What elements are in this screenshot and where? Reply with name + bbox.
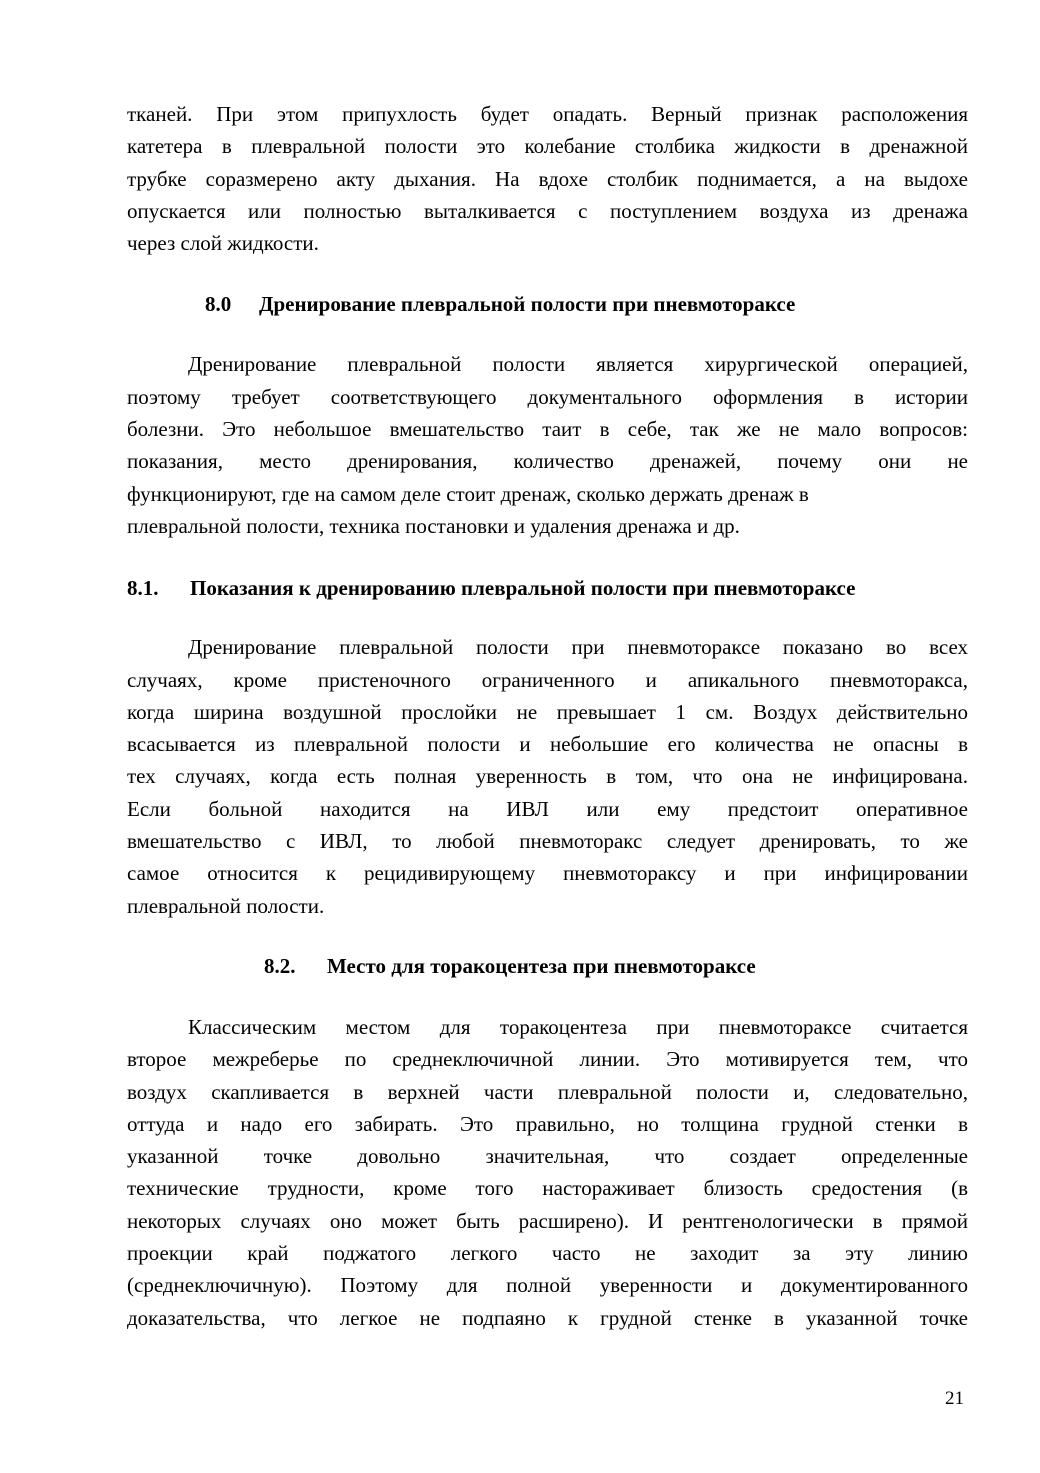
section-8-0-paragraph: [127, 348, 968, 542]
text-line: функционируют, где на самом деле стоит дренаж, сколько держать дренаж в: [127, 481, 809, 506]
text-line: случаях, кроме пристеночного ограниченного и апикального пневмоторакса,: [127, 667, 968, 692]
text-line: Дренирование плевральной полости при пневмотораксе показано во всех: [188, 635, 968, 660]
text-line: плевральной полости, техника постановки и удаления дренажа и др.: [127, 513, 740, 538]
text-line: плевральной полости.: [127, 893, 325, 918]
section-heading-8-1: [127, 572, 968, 604]
text-line: тканей. При этом припухлость будет опадать. Верный признак расположения: [127, 102, 968, 126]
text-line: трубке соразмерено акту дыхания. На вдохе столбик поднимается, а на выдохе: [127, 166, 968, 191]
text-line: проекции край поджатого легкого часто не заходит за эту линию: [127, 1241, 968, 1266]
document-page: [127, 98, 968, 1334]
section-title: Показания к дренированию плевральной полости при пневмотораксе: [190, 576, 856, 601]
section-8-2-paragraph: [127, 1011, 968, 1334]
section-heading-8-0: [127, 288, 968, 320]
text-line: поэтому требует соответствующего документального оформления в истории: [127, 384, 968, 409]
text-line: катетера в плевральной полости это колебание столбика жидкости в дренажной: [127, 134, 968, 159]
text-line: технические трудности, кроме того настораживает близость средостения (в: [127, 1176, 968, 1201]
section-number: 8.2.: [264, 953, 296, 978]
text-line: болезни. Это небольшое вмешательство таит в себе, так же не мало вопросов:: [127, 417, 968, 442]
intro-paragraph: [127, 98, 968, 259]
section-number: 8.0: [205, 292, 232, 317]
text-line: некоторых случаях оно может быть расширено). И рентгенологически в прямой: [127, 1208, 968, 1233]
text-line: оттуда и надо его забирать. Это правильно, но толщина грудной стенки в: [127, 1111, 968, 1136]
page-number: 21: [945, 1388, 964, 1409]
text-line: указанной точке довольно значительная, что создает определенные: [127, 1144, 968, 1169]
text-line: тех случаях, когда есть полная уверенность в том, что она не инфицирована.: [127, 764, 968, 789]
text-line: второе межреберье по среднеключичной линии. Это мотивируется тем, что: [127, 1047, 968, 1072]
text-line: всасывается из плевральной полости и небольшие его количества не опасны в: [127, 732, 968, 757]
section-heading-8-2: [127, 950, 968, 982]
text-line: Если больной находится на ИВЛ или ему предстоит оперативное: [127, 796, 968, 821]
section-number: 8.1.: [127, 576, 159, 601]
text-line: вмешательство с ИВЛ, то любой пневмоторакс следует дренировать, то же: [127, 829, 968, 854]
text-line: доказательства, что легкое не подпаяно к грудной стенке в указанной точке: [127, 1305, 968, 1330]
text-line: воздух скапливается в верхней части плевральной полости и, следовательно,: [127, 1079, 968, 1104]
text-line: Дренирование плевральной полости является хирургической операцией,: [188, 352, 968, 377]
section-8-1-paragraph: [127, 631, 968, 922]
text-line: через слой жидкости.: [127, 231, 319, 256]
text-line: самое относится к рецидивирующему пневмотораксу и при инфицировании: [127, 861, 968, 886]
text-line: (среднеключичную). Поэтому для полной уверенности и документированного: [127, 1273, 968, 1298]
section-title: Дренирование плевральной полости при пневмотораксе: [259, 292, 796, 317]
section-title: Место для торакоцентеза при пневмотораксе: [327, 953, 756, 978]
text-line: Классическим местом для торакоцентеза при пневмотораксе считается: [188, 1014, 968, 1039]
text-line: когда ширина воздушной прослойки не превышает 1 см. Воздух действительно: [127, 699, 968, 724]
text-line: показания, место дренирования, количество дренажей, почему они не: [127, 449, 968, 474]
text-line: опускается или полностью выталкивается с поступлением воздуха из дренажа: [127, 198, 968, 223]
